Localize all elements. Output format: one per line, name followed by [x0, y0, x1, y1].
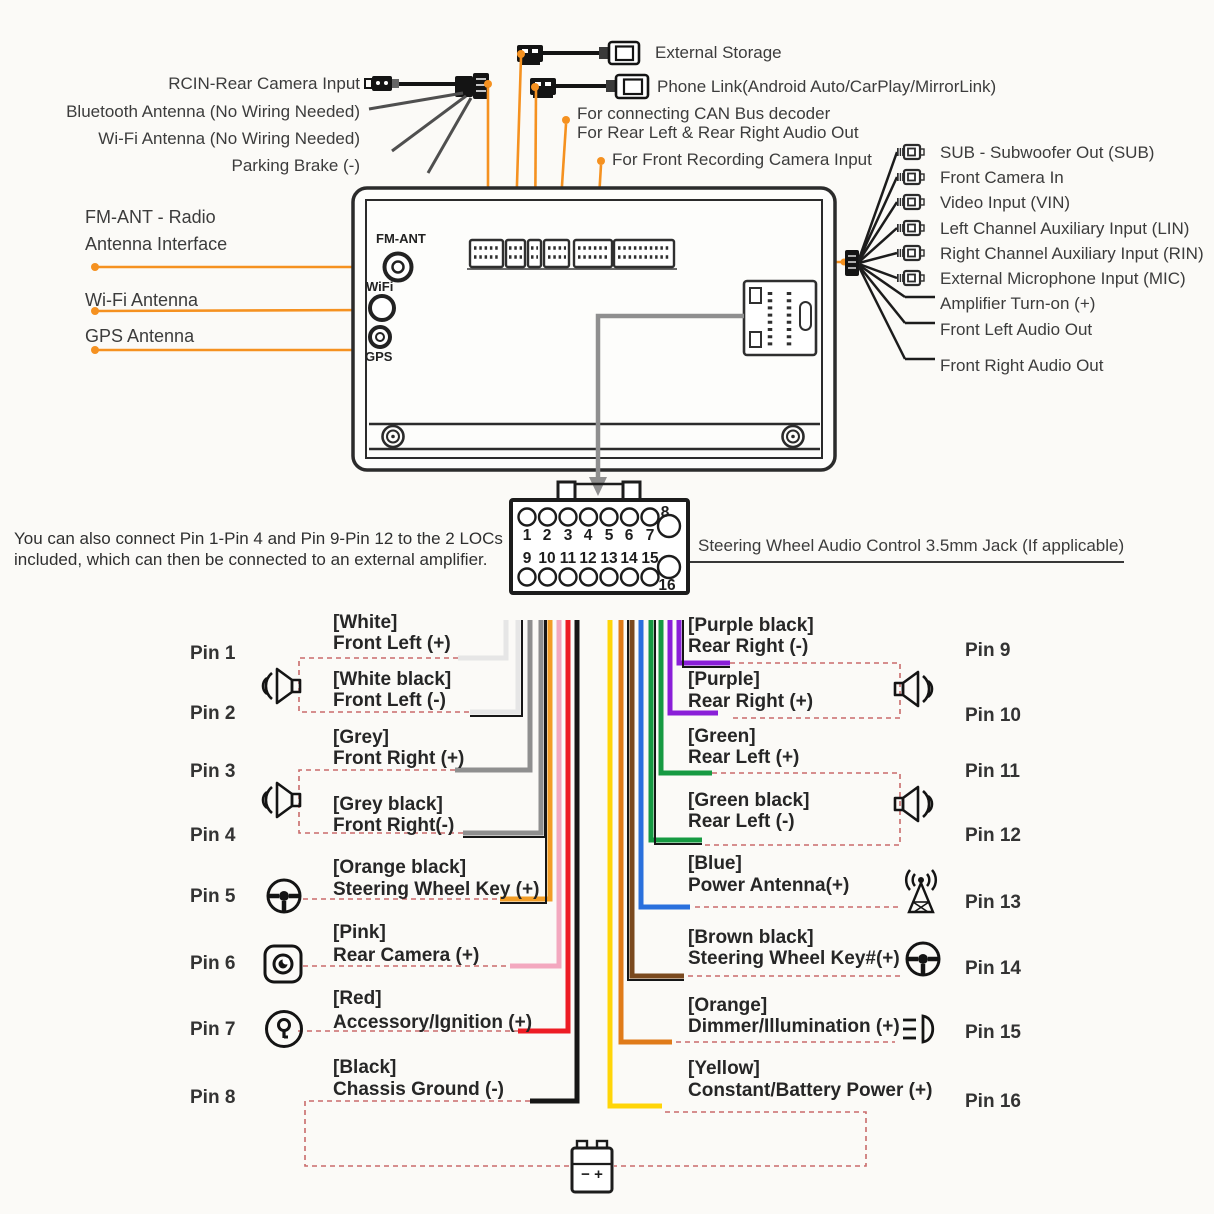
jack-lin-label: Left Channel Auxiliary Input (LIN): [940, 219, 1190, 238]
rca-plug-icon: [897, 170, 924, 184]
pin-5-label: Pin 5: [190, 886, 236, 907]
pin-2-label: Pin 2: [190, 703, 236, 724]
pin-11-label: Pin 11: [965, 761, 1020, 782]
pin-15-color: [Orange]: [688, 995, 768, 1016]
pin-9-color: [Purple black]: [688, 615, 814, 636]
unit-fm-label: FM-ANT: [376, 231, 426, 246]
wifi-antenna-label: Wi-Fi Antenna: [85, 290, 199, 310]
pin-13-label: Pin 13: [965, 892, 1021, 913]
pin-5-color: [Orange black]: [333, 857, 467, 878]
pin-number-8: 8: [660, 504, 670, 521]
pin-number: 4: [583, 527, 593, 544]
pin-2-color: [White black]: [333, 669, 452, 690]
ignition-icon: [267, 1012, 302, 1047]
can-decoder-label: For connecting CAN Bus decoder: [577, 104, 831, 123]
pin-number-16: 16: [658, 577, 676, 594]
pin-7-color: [Red]: [333, 988, 382, 1009]
amp-turn-on-label: Amplifier Turn-on (+): [940, 294, 1096, 313]
pin-7-function: Accessory/Ignition (+): [333, 1012, 533, 1033]
front-recording-label: For Front Recording Camera Input: [612, 150, 872, 169]
pin-number: 5: [604, 527, 614, 544]
pin-1-color: [White]: [333, 612, 398, 633]
rcin-label: RCIN-Rear Camera Input: [168, 74, 360, 93]
pin-2-function: Front Left (-): [333, 690, 446, 711]
pin-number: 15: [641, 550, 659, 567]
pin-number: 11: [559, 550, 577, 567]
fm-ant-label-1: FM-ANT - Radio: [85, 207, 216, 227]
pin-number: 12: [579, 550, 597, 567]
wifi-antenna-nowire-label: Wi-Fi Antenna (No Wiring Needed): [98, 129, 360, 148]
pin-6-function: Rear Camera (+): [333, 945, 480, 966]
rca-plug-icon: [897, 145, 924, 159]
pin-3-label: Pin 3: [190, 761, 236, 782]
pin-3-function: Front Right (+): [333, 748, 465, 769]
pin-number: 6: [624, 527, 634, 544]
pin-number: 2: [542, 527, 552, 544]
parking-brake-label: Parking Brake (-): [231, 156, 360, 175]
pin-number: 9: [522, 550, 532, 567]
rca-plug-icon: [897, 246, 924, 260]
pin-8-color: [Black]: [333, 1057, 397, 1078]
pin-number: 13: [600, 550, 618, 567]
pin-6-color: [Pink]: [333, 922, 386, 943]
jack-sub-label: SUB - Subwoofer Out (SUB): [940, 143, 1155, 162]
speaker-icon: [263, 669, 300, 703]
pin-11-function: Rear Left (+): [688, 747, 800, 768]
pin-10-label: Pin 10: [965, 705, 1021, 726]
pin-number: 14: [620, 550, 638, 567]
pin-9-label: Pin 9: [965, 640, 1011, 661]
rear-camera-icon: [265, 946, 301, 982]
pin-number: 3: [563, 527, 573, 544]
pin-15-function: Dimmer/Illumination (+): [688, 1016, 900, 1037]
bluetooth-antenna-label: Bluetooth Antenna (No Wiring Needed): [66, 102, 360, 121]
rca-plug-icon: [897, 271, 924, 285]
pin-13-function: Power Antenna(+): [688, 875, 850, 896]
pin-12-label: Pin 12: [965, 825, 1021, 846]
external-storage-cable: [517, 42, 639, 65]
swc-jack-label: Steering Wheel Audio Control 3.5mm Jack (If applicable): [698, 536, 1125, 555]
pin-16-color: [Yellow]: [688, 1058, 760, 1079]
wifi-jack: [370, 296, 394, 320]
pin-14-color: [Brown black]: [688, 927, 814, 948]
pin-14-label: Pin 14: [965, 958, 1021, 979]
guide-pin-8-battery: [305, 1101, 571, 1166]
steering-wheel-icon: [907, 943, 939, 975]
pin-1-label: Pin 1: [190, 643, 236, 664]
rca-plug-icon: [897, 195, 924, 209]
pin-13-color: [Blue]: [688, 853, 742, 874]
pin-8-label: Pin 8: [190, 1087, 236, 1108]
unit-gps-label: GPS: [365, 349, 393, 364]
front-right-out-label: Front Right Audio Out: [940, 356, 1104, 375]
pin-10-color: [Purple]: [688, 669, 760, 690]
pin-15-label: Pin 15: [965, 1022, 1021, 1043]
rcin-connector-icon: [365, 76, 455, 91]
power-antenna-icon: [906, 870, 936, 912]
pin-5-function: Steering Wheel Key (+): [333, 879, 540, 900]
battery-polarity-label: − +: [581, 1166, 603, 1183]
phone-link-label: Phone Link(Android Auto/CarPlay/MirrorLink): [657, 77, 997, 96]
wire-pin-1: [458, 620, 506, 658]
pin-7-label: Pin 7: [190, 1019, 236, 1040]
pin-16-label: Pin 16: [965, 1091, 1021, 1112]
unit-wifi-label: WiFi: [366, 279, 394, 294]
pin-14-function: Steering Wheel Key#(+): [688, 948, 900, 969]
rca-plug-icon: [897, 221, 924, 235]
pin-6-label: Pin 6: [190, 953, 236, 974]
front-left-out-label: Front Left Audio Out: [940, 320, 1093, 339]
pin-12-color: [Green black]: [688, 790, 810, 811]
pin-11-color: [Green]: [688, 726, 756, 747]
phone-link-cable: [530, 75, 648, 98]
external-storage-label: External Storage: [655, 43, 782, 62]
pin-8-function: Chassis Ground (-): [333, 1079, 505, 1100]
gps-antenna-label: GPS Antenna: [85, 326, 195, 346]
dimmer-headlight-icon: [903, 1016, 933, 1042]
jack-video-in-label: Video Input (VIN): [940, 193, 1071, 212]
wire-pin-2-stripe: [470, 620, 522, 716]
pin-4-function: Front Right(-): [333, 815, 455, 836]
pin-number: 10: [538, 550, 556, 567]
rca-fanout: [845, 145, 935, 359]
internal-connector: [744, 281, 816, 355]
fm-ant-label-2: Antenna Interface: [85, 234, 228, 254]
can-audio-label: For Rear Left & Rear Right Audio Out: [577, 123, 859, 142]
pin-16-function: Constant/Battery Power (+): [688, 1080, 933, 1101]
speaker-icon: [263, 783, 300, 817]
pin-9-function: Rear Right (-): [688, 636, 809, 657]
pin-3-color: [Grey]: [333, 727, 389, 748]
pin-4-color: [Grey black]: [333, 794, 443, 815]
loc-note-line1: You can also connect Pin 1-Pin 4 and Pin 9-Pin 12 to the 2 LOCs: [14, 529, 503, 548]
pin-number: 1: [522, 527, 532, 544]
wire-pin-2: [470, 620, 518, 712]
pin-10-function: Rear Right (+): [688, 691, 814, 712]
pin-4-label: Pin 4: [190, 825, 236, 846]
pin-1-function: Front Left (+): [333, 633, 451, 654]
pin-number: 7: [645, 527, 655, 544]
gps-jack: [370, 327, 390, 347]
guide-pin-16-battery: [614, 1112, 866, 1166]
jack-front-camera-label: Front Camera In: [940, 168, 1064, 187]
pin-12-function: Rear Left (-): [688, 811, 795, 832]
steering-wheel-icon: [268, 880, 300, 912]
jack-rin-label: Right Channel Auxiliary Input (RIN): [940, 244, 1204, 263]
loc-note-line2: included, which can then be connected to an external amplifier.: [14, 550, 488, 569]
jack-mic-label: External Microphone Input (MIC): [940, 269, 1186, 288]
